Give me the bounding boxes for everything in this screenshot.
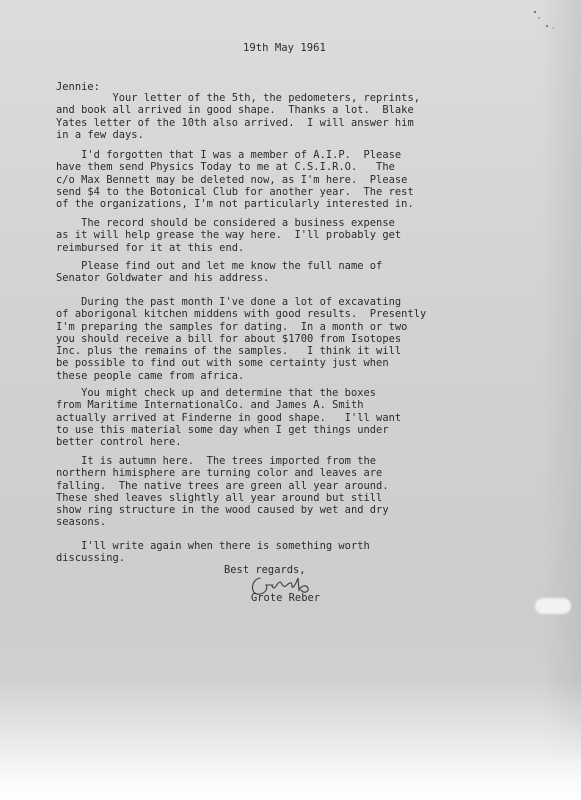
text-line: be possible to find out with some certainty just when: [56, 357, 389, 370]
paragraph: [56, 540, 370, 565]
text-line: better control here.: [56, 436, 182, 449]
text-line: I'm preparing the samples for dating. In a month or two: [56, 320, 408, 333]
text-line: these people came from africa.: [56, 369, 245, 382]
text-line: You might check up and determine that the boxes: [56, 387, 377, 399]
text-line: These shed leaves slightly all year around but still: [56, 491, 383, 504]
text-line: I'd forgotten that I was a member of A.I.P. Please: [56, 149, 402, 161]
text-line: you should receive a bill for about $1700 from Isotopes: [56, 332, 402, 345]
paragraph: [56, 217, 401, 254]
text-line: Senator Goldwater and his address.: [56, 272, 270, 285]
salutation: Jennie:: [56, 81, 100, 93]
text-line: c/o Max Bennett may be deleted now, as I'm here. Please: [56, 173, 408, 186]
text-line: show ring structure in the wood caused by wet and dry: [56, 504, 389, 517]
text-line: discussing.: [56, 552, 126, 565]
text-line: and book all arrived in good shape. Thanks a lot. Blake: [56, 104, 414, 117]
text-line: to use this material some day when I get things under: [56, 423, 389, 436]
text-line: northern himisphere are turning color and leaves are: [56, 467, 383, 480]
text-line: as it will help grease the way here. I'll probably get: [56, 229, 402, 242]
text-line: falling. The native trees are green all year around.: [56, 479, 389, 492]
paper-stain: [535, 598, 571, 614]
paragraph: [56, 260, 382, 285]
text-line: from Maritime InternationalCo. and James A. Smith: [56, 399, 364, 412]
paragraph: [56, 455, 389, 529]
text-line: The record should be considered a business expense: [56, 217, 395, 229]
text-line: Please find out and let me know the full name of: [56, 260, 383, 272]
text-line: reimbursed for it at this end.: [56, 241, 245, 254]
text-line: Inc. plus the remains of the samples. I think it will: [56, 345, 402, 358]
signature-name: Grote Reber: [251, 592, 321, 604]
letter-date: 19th May 1961: [243, 42, 326, 54]
text-line: I'll write again when there is something worth: [56, 540, 370, 552]
text-line: of the organizations, I'm not particularly interested in.: [56, 198, 414, 211]
paragraph: [56, 296, 426, 382]
paragraph: [56, 149, 414, 210]
text-line: seasons.: [56, 516, 107, 529]
text-line: in a few days.: [56, 128, 144, 141]
text-line: send $4 to the Botonical Club for another year. The rest: [56, 185, 414, 198]
paragraph: [56, 387, 401, 448]
text-line: Yates letter of the 10th also arrived. I will answer him: [56, 116, 414, 129]
paragraph: [56, 92, 420, 141]
text-line: It is autumn here. The trees imported from the: [56, 455, 377, 467]
text-line: actually arrived at Finderne in good shape. I'll want: [56, 411, 402, 424]
text-line: During the past month I've done a lot of excavating: [56, 296, 402, 308]
closing: Best regards,: [224, 564, 306, 576]
text-line: Your letter of the 5th, the pedometers, reprints,: [56, 92, 420, 104]
text-line: have them send Physics Today to me at C.S.I.R.O. The: [56, 161, 395, 174]
text-line: of aborigonal kitchen middens with good results. Presently: [56, 308, 427, 321]
